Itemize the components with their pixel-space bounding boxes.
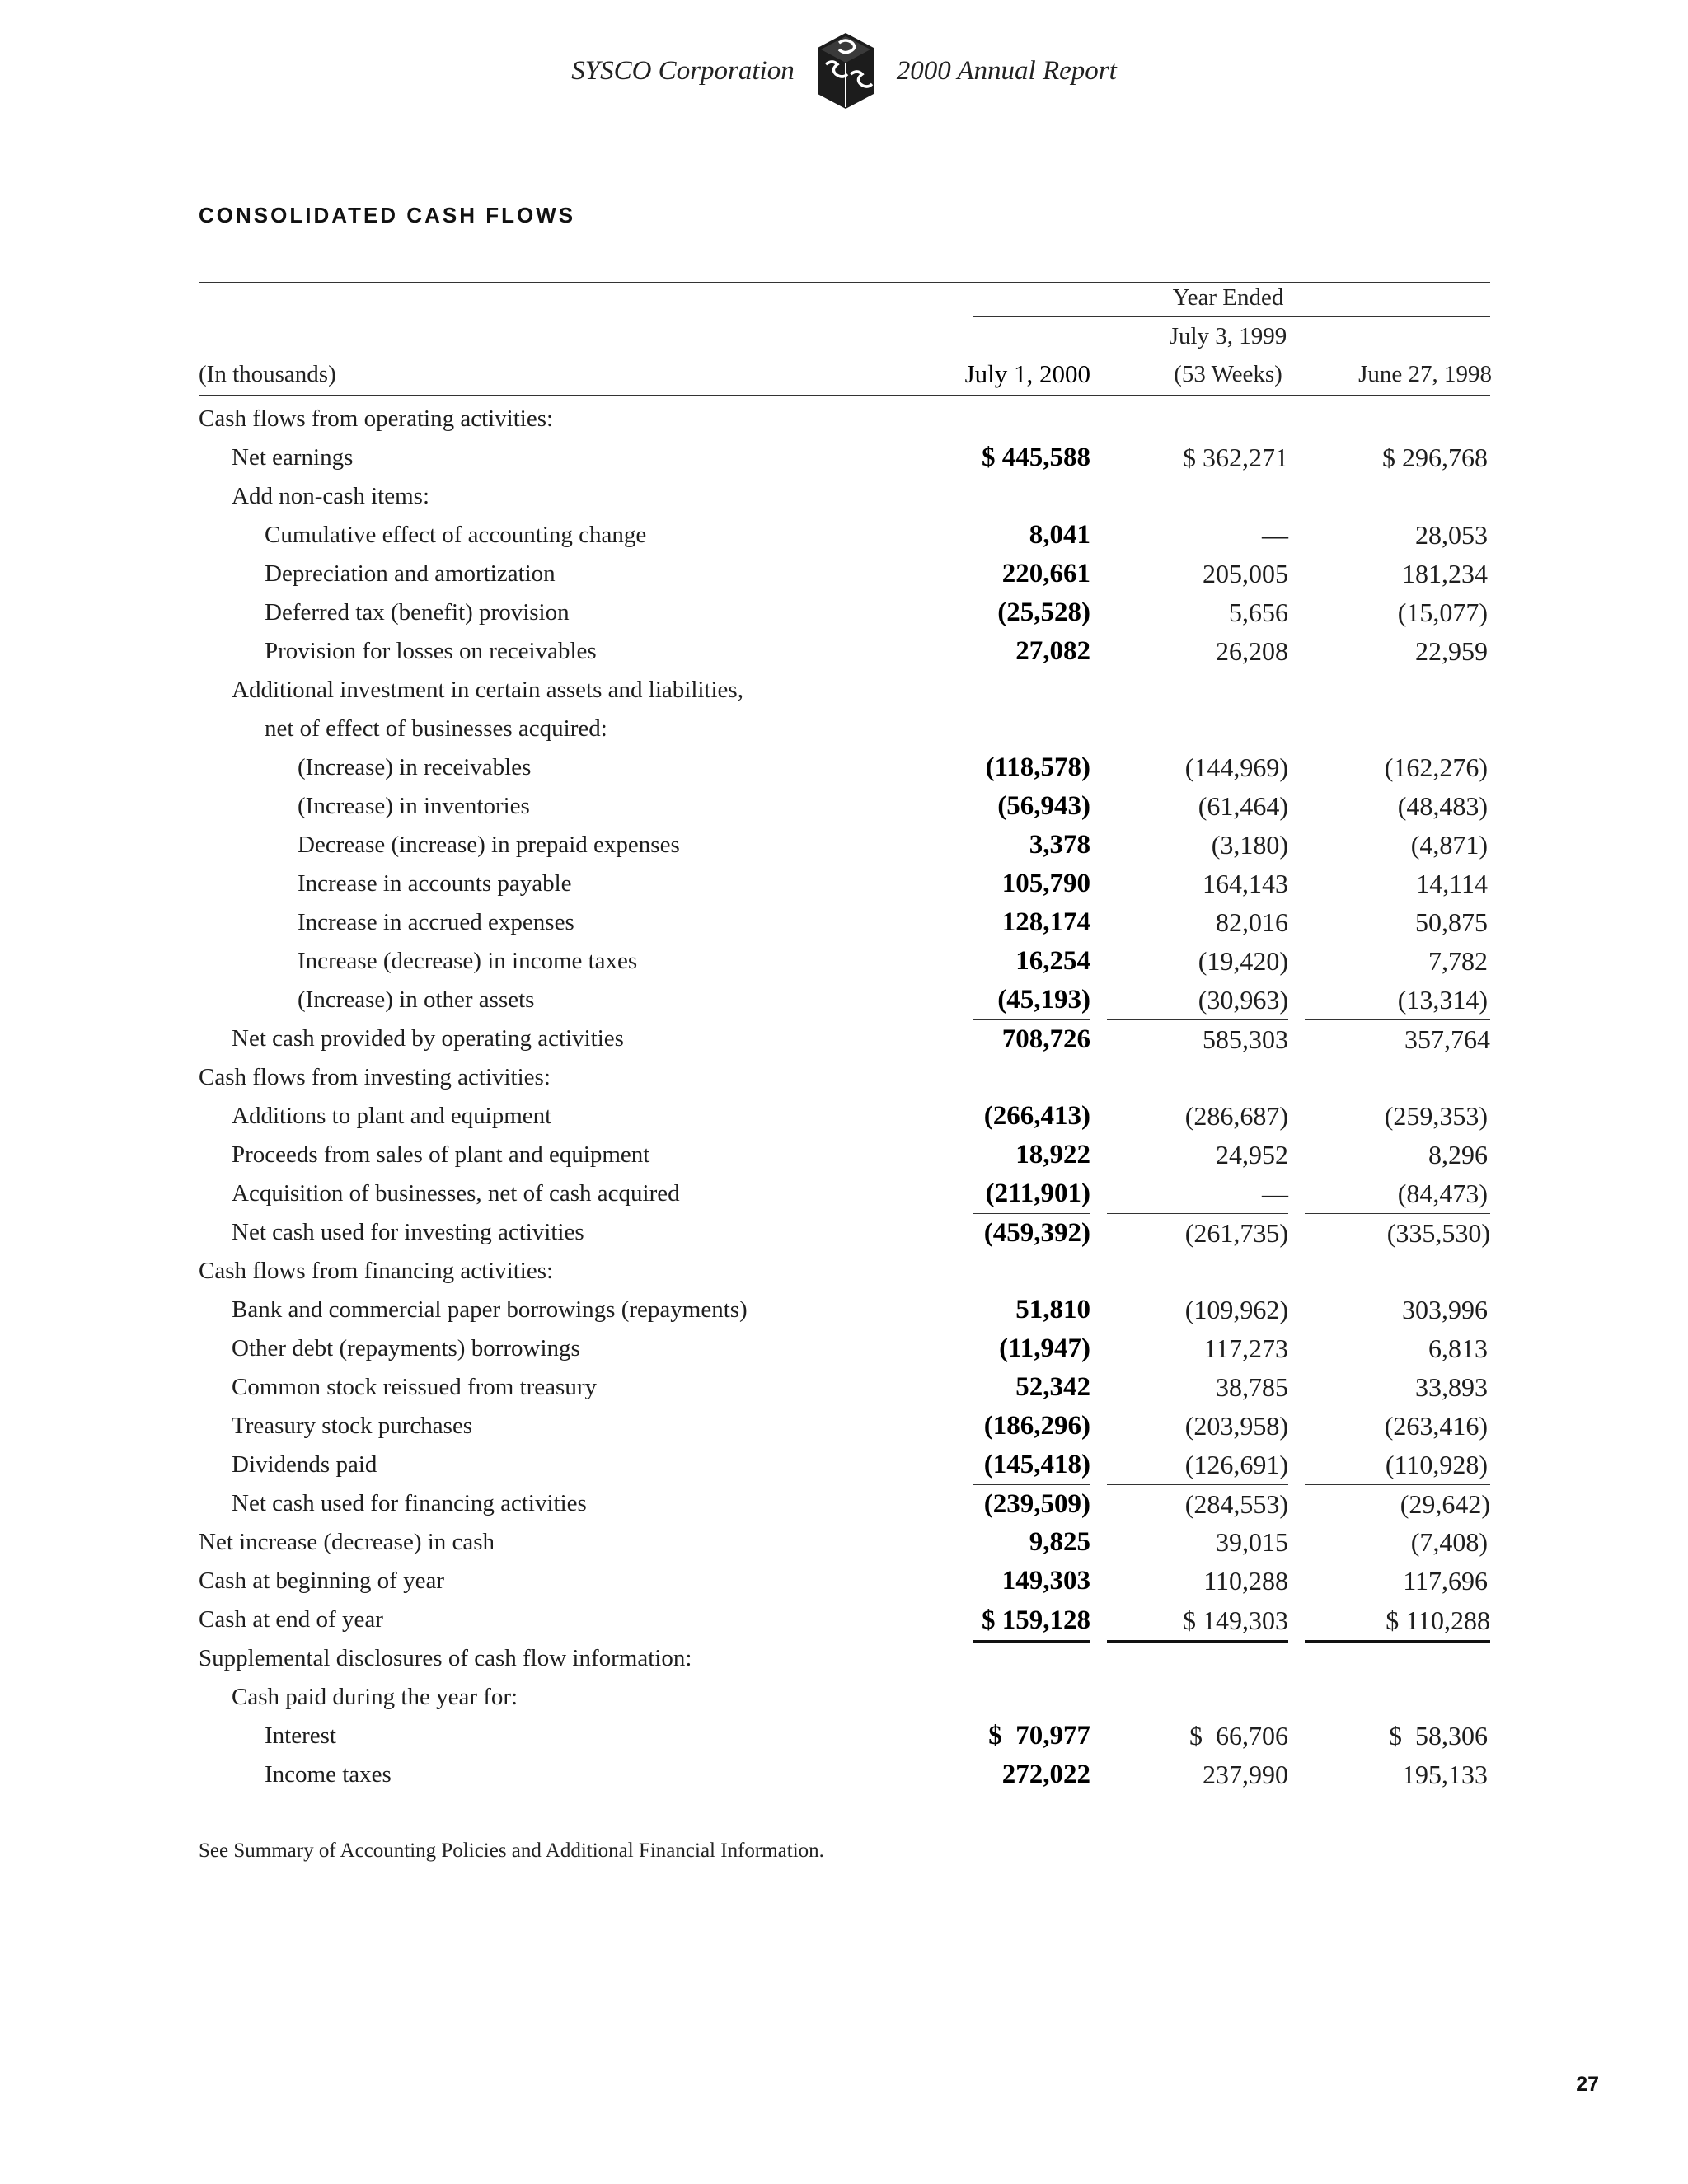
row-value-col2: (284,553) — [1107, 1484, 1288, 1524]
page-title: CONSOLIDATED CASH FLOWS — [199, 203, 576, 227]
table-row — [0, 555, 1688, 593]
row-value-col2: 38,785 — [1216, 1372, 1288, 1402]
row-value-col1: (118,578) — [985, 752, 1090, 782]
row-value-col3: $ 58,306 — [1389, 1721, 1488, 1750]
row-value-col2: (109,962) — [1184, 1295, 1288, 1324]
column-2-weeks: (53 Weeks) — [1174, 361, 1282, 387]
row-value-col1: 18,922 — [1015, 1140, 1090, 1169]
table-row — [0, 1329, 1688, 1368]
row-value-col2: 24,952 — [1216, 1140, 1288, 1169]
row-label: Additions to plant and equipment — [232, 1103, 552, 1129]
row-label: (Increase) in other assets — [298, 987, 535, 1013]
row-value-col2: (144,969) — [1184, 752, 1288, 782]
row-value-col1: (239,509) — [973, 1484, 1090, 1524]
row-value-col1: (11,947) — [999, 1333, 1090, 1363]
row-value-col3: (29,642) — [1305, 1484, 1490, 1524]
row-value-col1: (211,901) — [985, 1179, 1090, 1208]
row-value-col1: 128,174 — [1001, 907, 1090, 937]
row-value-col2: (30,963) — [1198, 985, 1288, 1015]
table-row — [0, 1407, 1688, 1446]
row-value-col3: (259,353) — [1384, 1101, 1488, 1131]
table-row — [0, 1523, 1688, 1562]
table-row — [0, 516, 1688, 555]
table-row — [0, 748, 1688, 787]
row-value-col2: 237,990 — [1203, 1760, 1288, 1789]
row-value-col2: $ 66,706 — [1189, 1721, 1288, 1750]
row-value-col1: (45,193) — [997, 985, 1090, 1015]
row-value-col2: 585,303 — [1107, 1019, 1288, 1059]
row-value-col2: $ 362,271 — [1183, 443, 1288, 472]
row-value-col1: (266,413) — [983, 1101, 1090, 1131]
row-value-col3: (7,408) — [1410, 1527, 1488, 1557]
row-label: (Increase) in receivables — [298, 754, 532, 780]
row-value-col2: 117,273 — [1203, 1333, 1288, 1363]
year-ended-label: Year Ended — [1172, 284, 1284, 311]
row-label: Cash at end of year — [199, 1606, 383, 1633]
table-row — [0, 477, 1688, 516]
table-row — [0, 1019, 1688, 1058]
row-label: Proceeds from sales of plant and equipment — [232, 1141, 650, 1168]
row-label: Increase in accrued expenses — [298, 909, 574, 935]
row-value-col1: 9,825 — [1029, 1527, 1090, 1557]
row-value-col2: 205,005 — [1203, 559, 1288, 588]
row-value-col2: — — [1262, 1179, 1288, 1208]
table-row — [0, 1058, 1688, 1097]
row-label: Income taxes — [265, 1761, 392, 1788]
row-label: Depreciation and amortization — [265, 560, 556, 587]
row-value-col3: (4,871) — [1410, 830, 1488, 860]
row-label: Common stock reissued from treasury — [232, 1374, 597, 1400]
row-value-col1: 16,254 — [1015, 946, 1090, 976]
row-label: Increase in accounts payable — [298, 870, 572, 897]
row-value-col3: (13,314) — [1397, 985, 1488, 1015]
row-value-col2: (261,735) — [1107, 1213, 1288, 1253]
row-value-col3: 117,696 — [1403, 1566, 1488, 1596]
row-value-col2: $ 149,303 — [1107, 1601, 1288, 1643]
table-row — [0, 1639, 1688, 1678]
row-value-col1: 51,810 — [1015, 1295, 1090, 1324]
units-label: (In thousands) — [199, 361, 336, 387]
row-value-col2: (61,464) — [1198, 791, 1288, 821]
row-value-col1: 52,342 — [1015, 1372, 1090, 1402]
table-row — [0, 632, 1688, 671]
row-label: Bank and commercial paper borrowings (repayments) — [232, 1296, 748, 1323]
row-label: Cumulative effect of accounting change — [265, 522, 647, 548]
table-row — [0, 1562, 1688, 1601]
row-label: Cash at beginning of year — [199, 1568, 444, 1594]
table-row — [0, 400, 1688, 438]
row-label: Dividends paid — [232, 1451, 377, 1478]
column-3-header: June 27, 1998 — [1358, 361, 1492, 387]
row-value-col3: (84,473) — [1397, 1179, 1488, 1208]
row-label: Net cash used for investing activities — [232, 1219, 584, 1245]
row-value-col1: 27,082 — [1015, 636, 1090, 666]
row-value-col2: (286,687) — [1184, 1101, 1288, 1131]
row-value-col1: 272,022 — [1001, 1760, 1090, 1789]
page-number: 27 — [1576, 2073, 1599, 2096]
row-label: Cash flows from investing activities: — [199, 1064, 551, 1090]
row-value-col1: (145,418) — [983, 1450, 1090, 1479]
table-row — [0, 1097, 1688, 1136]
row-value-col2: 164,143 — [1203, 869, 1288, 898]
row-value-col1: $ 159,128 — [973, 1601, 1090, 1643]
table-row — [0, 1717, 1688, 1755]
row-label: Increase (decrease) in income taxes — [298, 948, 638, 974]
row-value-col1: (459,392) — [973, 1213, 1090, 1253]
table-row — [0, 1213, 1688, 1252]
row-label: Cash flows from operating activities: — [199, 405, 554, 432]
row-value-col1: 220,661 — [1001, 559, 1090, 588]
row-label: (Increase) in inventories — [298, 793, 530, 819]
row-value-col2: 110,288 — [1203, 1566, 1288, 1596]
row-label: Net cash provided by operating activities — [232, 1025, 624, 1052]
row-value-col1: (25,528) — [997, 598, 1090, 627]
table-row — [0, 942, 1688, 981]
row-value-col1: 105,790 — [1001, 869, 1090, 898]
table-row — [0, 787, 1688, 826]
row-value-col1: $ 445,588 — [982, 443, 1090, 472]
row-value-col1: 8,041 — [1029, 520, 1090, 550]
row-value-col3: (48,483) — [1397, 791, 1488, 821]
row-value-col3: 33,893 — [1415, 1372, 1488, 1402]
row-value-col3: 14,114 — [1416, 869, 1488, 898]
table-row — [0, 1484, 1688, 1523]
table-row — [0, 1252, 1688, 1291]
row-label: Supplemental disclosures of cash flow information: — [199, 1645, 692, 1671]
row-value-col1: 3,378 — [1029, 830, 1090, 860]
row-value-col3: 8,296 — [1428, 1140, 1488, 1169]
row-value-col2: 5,656 — [1229, 598, 1288, 627]
row-value-col2: (3,180) — [1211, 830, 1288, 860]
row-label: Treasury stock purchases — [232, 1413, 473, 1439]
row-value-col3: $ 296,768 — [1382, 443, 1488, 472]
row-value-col3: 357,764 — [1305, 1019, 1490, 1059]
column-2-date: July 3, 1999 — [1169, 323, 1287, 349]
table-row — [0, 1291, 1688, 1329]
table-row — [0, 438, 1688, 477]
row-value-col1: (186,296) — [983, 1411, 1090, 1441]
row-label: net of effect of businesses acquired: — [265, 715, 607, 742]
table-row — [0, 710, 1688, 748]
row-value-col3: 195,133 — [1402, 1760, 1488, 1789]
table-row — [0, 1174, 1688, 1213]
row-value-col3: 7,782 — [1428, 946, 1488, 976]
row-value-col1: 708,726 — [973, 1019, 1090, 1059]
table-row — [0, 1446, 1688, 1484]
table-row — [0, 1678, 1688, 1717]
row-label: Deferred tax (benefit) provision — [265, 599, 570, 626]
row-value-col3: 6,813 — [1428, 1333, 1488, 1363]
row-value-col3: 22,959 — [1415, 636, 1488, 666]
table-row — [0, 1136, 1688, 1174]
table-row — [0, 865, 1688, 903]
row-value-col2: 82,016 — [1216, 907, 1288, 937]
row-label: Other debt (repayments) borrowings — [232, 1335, 580, 1361]
row-value-col2: (203,958) — [1184, 1411, 1288, 1441]
table-row — [0, 671, 1688, 710]
row-value-col3: 50,875 — [1415, 907, 1488, 937]
row-value-col3: (263,416) — [1384, 1411, 1488, 1441]
row-value-col3: 181,234 — [1402, 559, 1488, 588]
row-value-col2: 26,208 — [1216, 636, 1288, 666]
row-value-col2: (19,420) — [1198, 946, 1288, 976]
row-label: Cash flows from financing activities: — [199, 1258, 554, 1284]
footnote: See Summary of Accounting Policies and Additional Financial Information. — [199, 1840, 824, 1862]
row-value-col3: (162,276) — [1384, 752, 1488, 782]
company-name: SYSCO Corporation — [571, 55, 795, 86]
row-value-col2: 39,015 — [1216, 1527, 1288, 1557]
row-label: Decrease (increase) in prepaid expenses — [298, 832, 680, 858]
table-row — [0, 1368, 1688, 1407]
row-label: Net increase (decrease) in cash — [199, 1529, 495, 1555]
row-value-col3: (15,077) — [1397, 598, 1488, 627]
row-value-col3: 303,996 — [1402, 1295, 1488, 1324]
row-value-col2: — — [1262, 520, 1288, 550]
table-row — [0, 1755, 1688, 1794]
row-value-col2: (126,691) — [1184, 1450, 1288, 1479]
table-row — [0, 981, 1688, 1019]
row-value-col1: (56,943) — [997, 791, 1090, 821]
table-row — [0, 593, 1688, 632]
row-label: Provision for losses on receivables — [265, 638, 597, 664]
table-row — [0, 826, 1688, 865]
table-row — [0, 903, 1688, 942]
table-row — [0, 1601, 1688, 1639]
column-1-header: July 1, 2000 — [964, 359, 1090, 388]
row-label: Acquisition of businesses, net of cash acquired — [232, 1180, 680, 1207]
row-value-col3: $ 110,288 — [1305, 1601, 1490, 1643]
row-value-col3: 28,053 — [1415, 520, 1488, 550]
report-name: 2000 Annual Report — [896, 55, 1117, 86]
row-label: Interest — [265, 1722, 336, 1749]
row-label: Add non-cash items: — [232, 483, 430, 509]
row-value-col3: (110,928) — [1385, 1450, 1488, 1479]
row-value-col3: (335,530) — [1305, 1213, 1490, 1253]
row-value-col1: 149,303 — [1001, 1566, 1090, 1596]
row-label: Net cash used for financing activities — [232, 1490, 587, 1516]
row-label: Net earnings — [232, 444, 354, 471]
row-label: Cash paid during the year for: — [232, 1684, 518, 1710]
row-value-col1: $ 70,977 — [988, 1721, 1090, 1750]
row-label: Additional investment in certain assets and liabilities, — [232, 677, 743, 703]
